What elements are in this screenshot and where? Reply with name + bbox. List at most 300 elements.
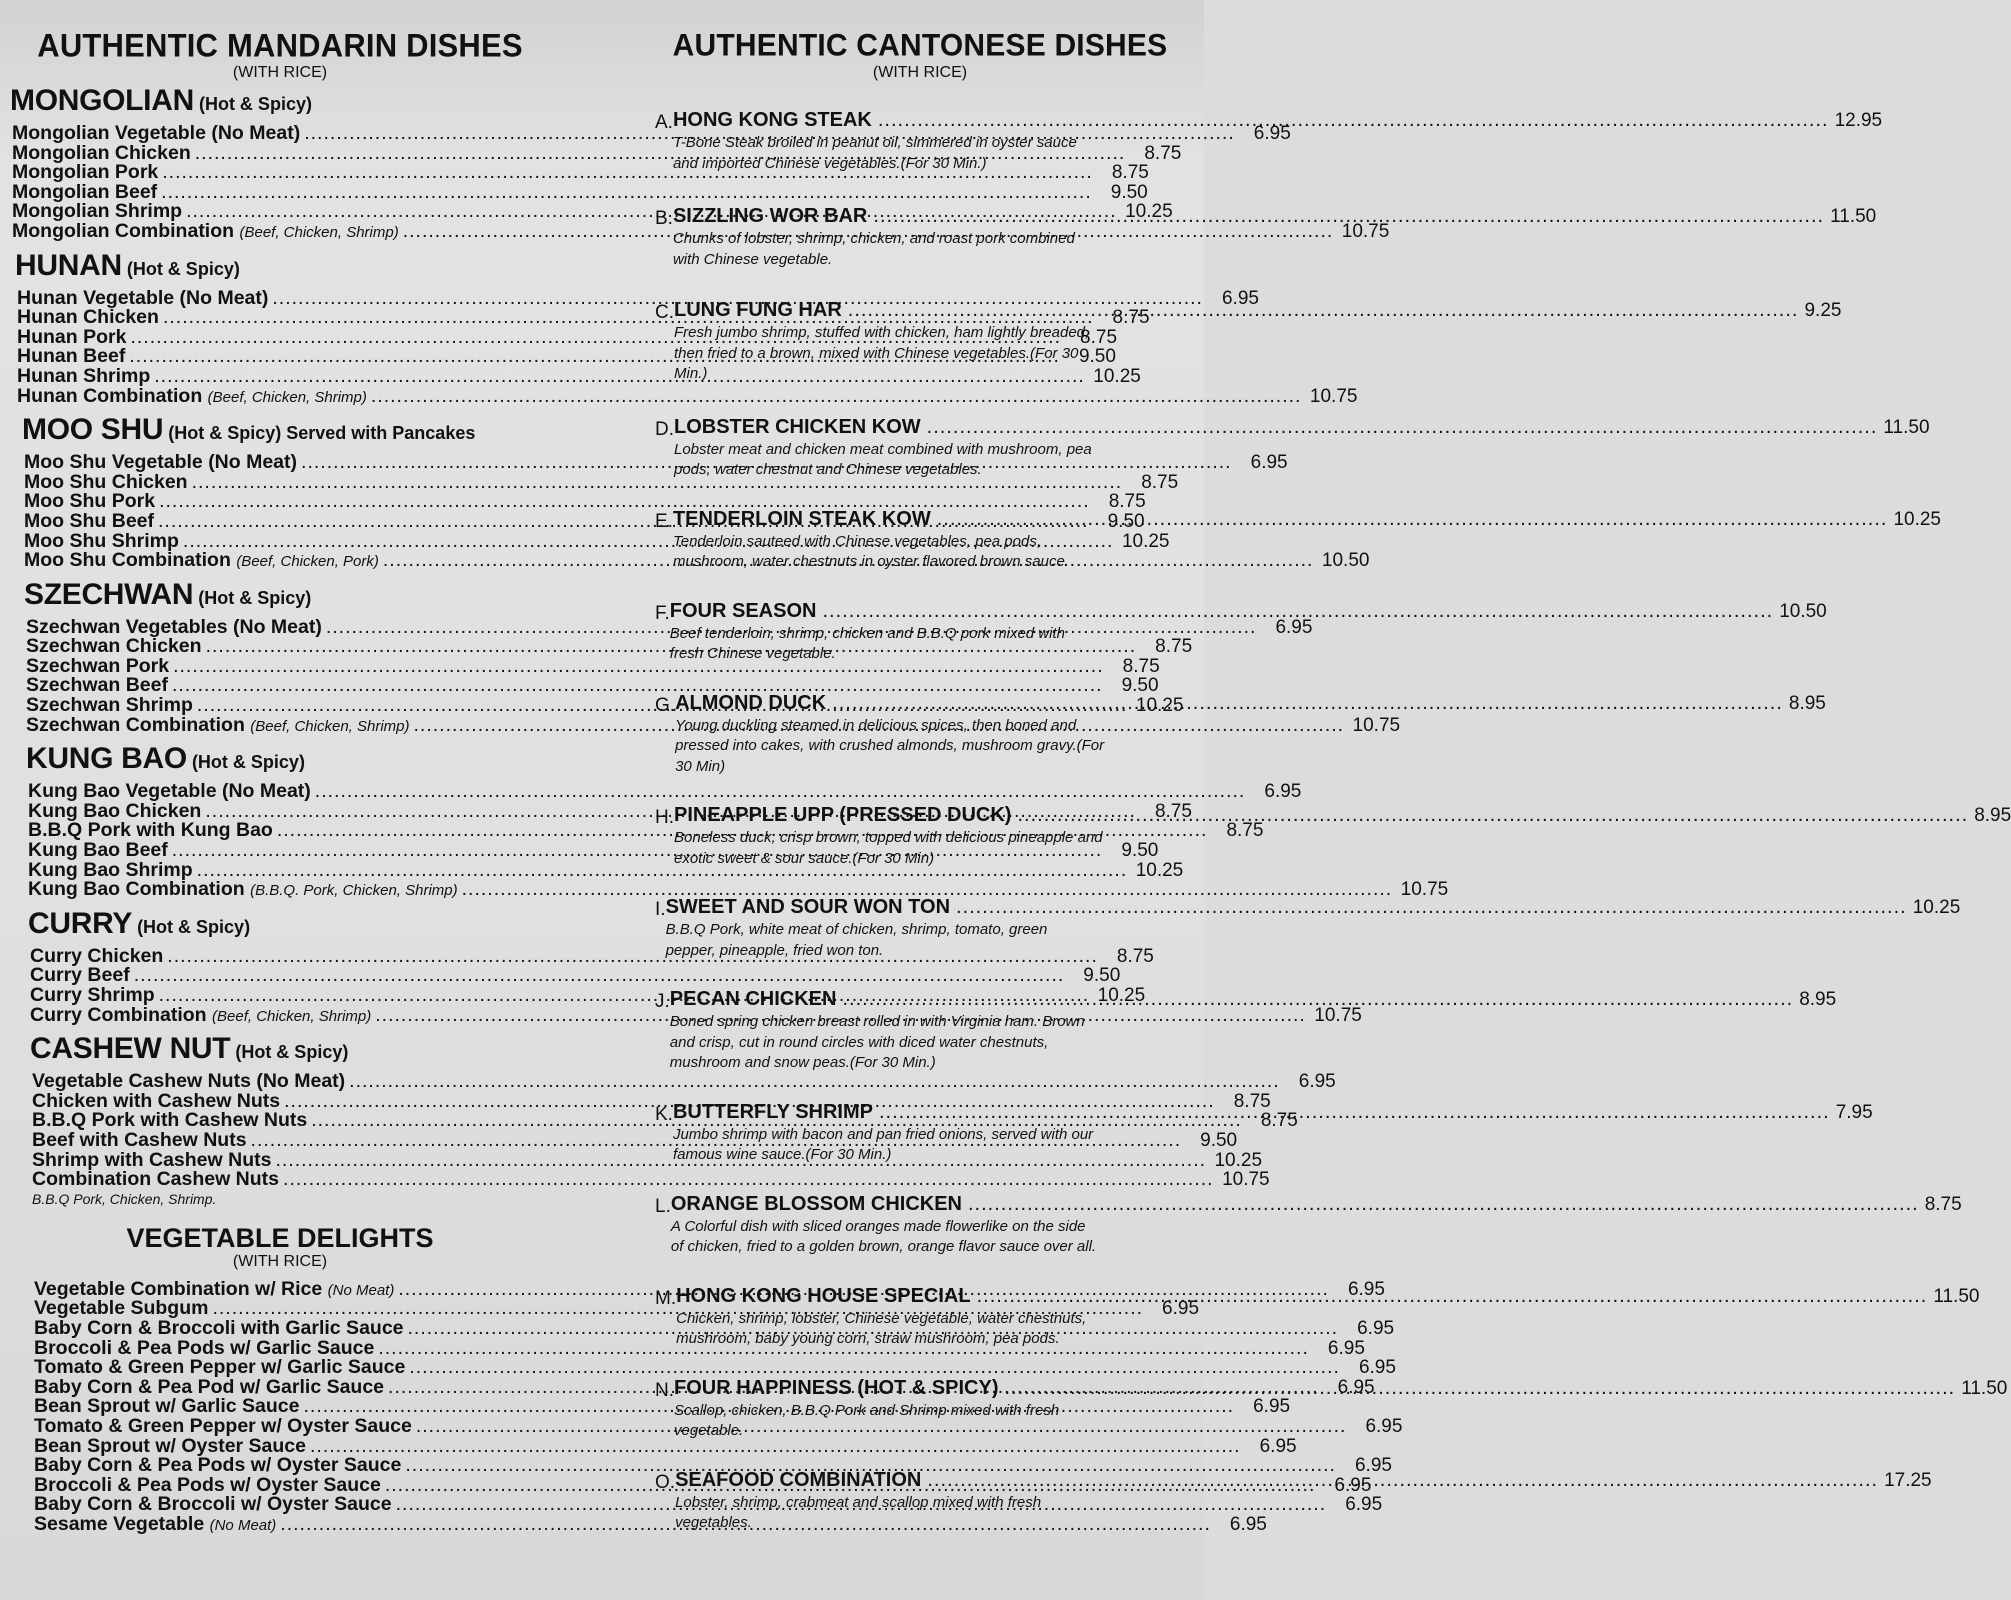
menu-item	[10, 219, 1390, 242]
item-name	[34, 1357, 405, 1377]
item-price: 8.75	[1108, 491, 1146, 513]
item-price: 6.95	[1298, 1071, 1336, 1093]
dish-letter: L.	[655, 1195, 671, 1217]
item-name-text: Shrimp with Cashew Nuts	[32, 1148, 272, 1171]
item-name	[26, 715, 410, 737]
item-price: 10.25	[1097, 985, 1146, 1006]
section-name: SZECHWAN	[24, 577, 194, 611]
item-price: 10.25	[1121, 530, 1170, 552]
menu-item	[15, 286, 1259, 309]
vegetable-title: VEGETABLE DELIGHTS	[126, 1222, 434, 1253]
dot-leader	[873, 201, 1824, 228]
item-price: 6.95	[1253, 123, 1291, 144]
dish-description: Chunks of lobster, shrimp, chicken, and roast pork combined with Chinese vegetable.	[672, 230, 1075, 268]
dish-description: Lobster, shrimp, crabmeat and scallop mixed with fresh vegetables.	[675, 1493, 1042, 1531]
item-price: 10.75	[1400, 879, 1449, 901]
item-price: 8.75	[1226, 820, 1264, 842]
item-price: 6.95	[1327, 1337, 1365, 1359]
item-name-text: Moo Shu Beef	[24, 509, 154, 532]
section-name: KUNG BAO	[26, 742, 187, 776]
section-header	[30, 1032, 550, 1071]
menu-item	[10, 161, 1149, 184]
menu-item	[24, 615, 1313, 638]
menu-item	[15, 364, 1141, 387]
item-name	[34, 1475, 381, 1495]
item-price: 10.75	[1341, 220, 1390, 242]
item-name-text: Vegetable Cashew Nuts (No Meat)	[32, 1070, 346, 1093]
item-price: 6.95	[1162, 1298, 1200, 1320]
section-header	[15, 249, 550, 288]
dot-leader	[977, 1284, 1928, 1308]
item-name	[26, 656, 169, 676]
item-price: 6.95	[1337, 1376, 1375, 1398]
menu-item	[30, 1168, 1270, 1191]
item-price: 6.95	[1347, 1278, 1385, 1300]
item-price: 6.95	[1250, 452, 1288, 474]
item-name-text: Hunan Chicken	[17, 306, 159, 329]
item-name	[24, 452, 297, 472]
item-name	[26, 636, 202, 656]
item-name	[24, 472, 188, 492]
cantonese-dish	[655, 895, 1961, 961]
item-name	[30, 1005, 371, 1027]
dot-leader	[927, 415, 1878, 439]
item-name-text: Kung Bao Beef	[28, 839, 168, 862]
item-name-text: Moo Shu Shrimp	[24, 529, 179, 552]
item-name-text: Beef with Cashew Nuts	[32, 1128, 247, 1151]
item-name-text: Mongolian Vegetable (No Meat)	[12, 122, 301, 144]
dish-price: 11.50	[1883, 416, 1930, 438]
menu-item	[24, 713, 1401, 736]
cantonese-with-rice: (WITH RICE)	[872, 64, 968, 81]
item-name-text: Baby Corn & Pea Pods w/ Oyster Sauce	[34, 1454, 402, 1477]
dish-description: Jumbo shrimp with bacon and pan fried onions, served with our famous wine sauce.(For 30 Min.)	[672, 1125, 1094, 1163]
dish-name: SEAFOOD COMBINATION	[675, 1468, 922, 1491]
item-name-text: Hunan Pork	[17, 325, 127, 348]
item-name-text: B.B.Q Pork with Kung Bao	[28, 819, 273, 842]
dish-price: 10.50	[1779, 600, 1827, 622]
item-detail: (Beef, Chicken, Shrimp)	[212, 1007, 372, 1025]
menu-item	[26, 780, 1302, 803]
dish-body	[674, 298, 1841, 385]
item-price: 10.75	[1309, 385, 1358, 407]
item-name	[26, 695, 193, 715]
dish-header	[674, 800, 2011, 828]
dot-leader	[1017, 800, 1968, 827]
item-name-text: Mongolian Beef	[12, 180, 158, 203]
dot-leader	[842, 987, 1793, 1011]
dish-header	[673, 1100, 1873, 1125]
item-name	[34, 1455, 401, 1475]
item-price: 6.95	[1264, 781, 1302, 803]
item-name	[32, 1150, 271, 1170]
dish-header	[675, 1468, 1932, 1493]
item-name-text: Hunan Vegetable (No Meat)	[17, 286, 269, 309]
dish-letter: N.	[655, 1379, 674, 1401]
dish-letter: B.	[655, 208, 673, 229]
dish-description: Boned spring chicken breast rolled in with Virginia ham. Brown and crisp, cut in round circles with diced water chestnuts, mushroom and snow peas.(For 30 Min.)	[669, 1013, 1085, 1071]
section-header	[24, 578, 550, 617]
item-detail: (Beef, Chicken, Shrimp)	[207, 388, 367, 406]
dish-name: HONG KONG STEAK	[672, 109, 872, 131]
item-price: 6.95	[1275, 616, 1313, 638]
vegetable-with-rice: (WITH RICE)	[232, 1252, 328, 1270]
item-price: 8.75	[1080, 326, 1118, 348]
section-header	[28, 907, 550, 946]
dish-header	[676, 1284, 1979, 1309]
item-detail: (Beef, Chicken, Pork)	[236, 553, 379, 571]
menu-item	[30, 1148, 1263, 1171]
item-name-text: Broccoli & Pea Pods w/ Oyster Sauce	[34, 1473, 381, 1496]
dish-price: 8.95	[1799, 989, 1837, 1010]
section-note: (Hot & Spicy)	[198, 94, 312, 114]
dish-letter: G.	[655, 694, 676, 716]
item-name-text: Hunan Beef	[17, 345, 126, 368]
dot-leader	[1004, 1376, 1955, 1400]
dish-letter: C.	[655, 302, 674, 323]
item-name	[12, 143, 191, 163]
item-price: 8.75	[1111, 162, 1149, 184]
dish-description: Young duckling steamed in delicious spices, then boned and pressed into cakes, with crushed almonds, mushroom gravy.(For 30 Min)	[675, 716, 1105, 775]
item-price: 6.95	[1253, 1396, 1291, 1418]
item-name-text: Vegetable Combination w/ Rice	[34, 1277, 323, 1300]
section-note: (Hot & Spicy)	[191, 752, 305, 773]
section-subnote: B.B.Q Pork, Chicken, Shrimp.	[32, 1190, 217, 1207]
item-name	[32, 1130, 247, 1150]
item-name	[30, 965, 130, 985]
item-price: 6.95	[1259, 1435, 1297, 1457]
dish-letter: A.	[655, 112, 673, 133]
item-price: 10.50	[1321, 550, 1370, 572]
section-note: (Hot & Spicy)	[126, 258, 240, 279]
dish-description: Tenderloin sauteed with Chinese vegetables, pea pods, mushroom, water chestnuts in oyster flavored brown sauce.	[672, 532, 1069, 570]
dish-letter: H.	[655, 807, 674, 828]
item-name	[12, 123, 300, 143]
dish-header	[672, 201, 1877, 229]
item-name	[24, 491, 155, 511]
dish-description: Fresh jumbo shrimp, stuffed with chicken, ham lightly breaded, then fried to a brown, mixed with Chinese vegetables.(For 30 Min.)	[674, 324, 1090, 382]
item-name	[17, 288, 268, 308]
menu-item	[34, 1336, 1365, 1359]
dot-leader	[968, 1192, 1919, 1216]
item-name-text: Baby Corn & Pea Pod w/ Garlic Sauce	[34, 1375, 385, 1398]
dish-header	[671, 1192, 1962, 1217]
item-name-text: Moo Shu Pork	[24, 490, 156, 513]
dish-price: 11.50	[1961, 1377, 2008, 1399]
dish-body	[674, 800, 2011, 869]
item-name-text: Moo Shu Combination	[24, 549, 231, 572]
item-name	[12, 201, 182, 221]
dot-leader	[878, 108, 1829, 132]
dish-body	[673, 507, 1941, 573]
item-name	[28, 879, 458, 901]
item-price: 9.50	[1110, 181, 1148, 203]
item-name-text: Kung Bao Chicken	[28, 799, 202, 822]
item-name	[30, 946, 163, 966]
dish-price: 9.25	[1804, 300, 1842, 321]
menu-item	[34, 1434, 1297, 1457]
item-name	[12, 182, 157, 202]
dish-name: PINEAPPLE UPP (PRESSED DUCK)	[674, 804, 1012, 826]
dish-body	[674, 1376, 2007, 1442]
dish-header	[674, 1376, 2007, 1401]
item-price: 9.50	[1200, 1129, 1238, 1151]
item-price: 10.25	[1135, 859, 1184, 881]
item-name	[32, 1169, 279, 1189]
dish-name: FOUR HAPPINESS (HOT & SPICY)	[674, 1376, 999, 1399]
menu-item	[26, 819, 1264, 842]
menu-item	[10, 180, 1148, 203]
menu-item	[28, 944, 1154, 967]
dish-header	[673, 507, 1941, 532]
dish-body	[666, 895, 1961, 961]
item-price: 8.75	[1141, 471, 1179, 493]
item-price: 6.95	[1354, 1455, 1392, 1477]
item-name	[34, 1494, 392, 1514]
dish-name: SWEET AND SOUR WON TON	[665, 896, 951, 918]
item-name-text: Bean Sprout w/ Oyster Sauce	[34, 1434, 307, 1457]
item-name	[30, 985, 155, 1005]
dish-body	[673, 1100, 1873, 1166]
dish-body	[675, 691, 1826, 778]
item-name-text: Szechwan Combination	[26, 713, 245, 736]
dish-header	[674, 415, 1930, 440]
dish-header	[670, 599, 1827, 624]
item-price: 9.50	[1083, 965, 1121, 987]
item-name	[34, 1298, 208, 1318]
dish-name: BUTTERFLY SHRIMP	[672, 1100, 873, 1123]
item-name-text: Mongolian Chicken	[12, 141, 191, 164]
item-name-text: Mongolian Combination	[12, 219, 235, 242]
dot-leader	[937, 507, 1888, 531]
menu-item	[24, 654, 1160, 677]
section-name: CASHEW NUT	[30, 1032, 231, 1066]
item-name	[17, 386, 367, 408]
dish-body	[674, 415, 1930, 481]
dish-name: SIZZLING WOR BAR	[672, 205, 868, 227]
item-name-text: Baby Corn & Broccoli w/ Oyster Sauce	[34, 1493, 392, 1516]
menu-item	[10, 122, 1291, 144]
item-name-text: Szechwan Vegetables (No Meat)	[26, 615, 322, 638]
menu-item	[24, 674, 1159, 697]
mandarin-title: AUTHENTIC MANDARIN DISHES	[37, 27, 523, 64]
item-price: 8.75	[1155, 636, 1193, 658]
item-name-text: Kung Bao Combination	[28, 878, 245, 901]
dish-body	[673, 108, 1882, 174]
section-note: (Hot & Spicy)	[137, 916, 251, 937]
item-name-text: Broccoli & Pea Pods w/ Garlic Sauce	[34, 1336, 375, 1359]
item-price: 8.75	[1233, 1090, 1271, 1112]
item-name-text: Tomato & Green Pepper w/ Oyster Sauce	[34, 1414, 412, 1437]
section-note: (Hot & Spicy) Served with Pancakes	[168, 423, 476, 444]
dish-header	[674, 298, 1841, 323]
item-name	[28, 820, 273, 840]
dish-description: Boneless duck, crisp brown, topped with delicious pineapple and exotic sweet & sour sauce.(For 30 Min)	[674, 829, 1103, 867]
dish-description: A Colorful dish with sliced oranges made flowerlike on the side of chicken, fried to a golden brown, orange flavor sauce over all.	[670, 1217, 1097, 1255]
item-name	[34, 1416, 412, 1436]
dish-price: 11.50	[1830, 206, 1877, 227]
dish-letter: M.	[655, 1287, 677, 1309]
item-price: 9.50	[1107, 510, 1145, 532]
item-price: 10.75	[1222, 1169, 1270, 1191]
dish-price: 8.95	[1788, 692, 1826, 714]
dish-letter: J.	[655, 991, 670, 1012]
item-name-text: Hunan Shrimp	[17, 364, 151, 387]
section-note: (Hot & Spicy)	[198, 587, 312, 608]
item-price: 8.75	[1144, 142, 1182, 164]
item-name-text: Szechwan Chicken	[26, 635, 202, 658]
item-name	[17, 346, 125, 366]
dish-header	[666, 895, 1961, 920]
dish-letter: O.	[655, 1471, 676, 1493]
dish-name: FOUR SEASON	[669, 599, 817, 622]
item-name-text: Szechwan Shrimp	[26, 694, 193, 717]
dish-body	[670, 599, 1827, 665]
item-price: 6.95	[1345, 1494, 1383, 1516]
section-note: (Hot & Spicy)	[235, 1042, 349, 1063]
dish-price: 7.95	[1835, 1101, 1873, 1123]
item-price: 10.25	[1214, 1149, 1263, 1171]
item-name-text: Mongolian Pork	[12, 161, 159, 184]
item-price: 9.50	[1078, 346, 1116, 368]
dish-body	[671, 1192, 1962, 1258]
dish-name: LOBSTER CHICKEN KOW	[674, 415, 921, 438]
menu-item	[15, 325, 1118, 348]
item-name-text: Curry Shrimp	[30, 984, 155, 1006]
dish-letter: E.	[655, 510, 673, 532]
section-header	[10, 84, 550, 123]
dish-description: B.B.Q Pork, white meat of chicken, shrimp, tomato, green pepper, pineapple, fried won ton.	[665, 921, 1048, 959]
item-price: 9.50	[1121, 675, 1159, 697]
item-detail: (No Meat)	[209, 1516, 277, 1534]
dish-description: Chicken, shrimp, lobster, Chinese vegetable, water chestnuts, mushroom, baby young corn, straw mushroom, pea pods.	[676, 1309, 1087, 1347]
item-name-text: Hunan Combination	[17, 384, 203, 407]
dot-leader	[956, 895, 1907, 919]
section-name: MONGOLIAN	[10, 84, 194, 117]
item-name	[28, 840, 168, 860]
item-name	[17, 366, 150, 386]
item-name-text: Tomato & Green Pepper w/ Garlic Sauce	[34, 1356, 406, 1379]
dish-description: Scallop, chicken, B.B.Q Pork and Shrimp mixed with fresh vegetable.	[674, 1401, 1060, 1439]
item-name	[28, 801, 201, 821]
dish-description: Beef tenderloin, shrimp, chicken and B.B.Q pork mixed with fresh Chinese vegetable.	[669, 624, 1065, 662]
item-price: 8.75	[1260, 1110, 1298, 1132]
item-price: 10.25	[1093, 365, 1141, 387]
menu-item	[28, 964, 1121, 987]
dish-body	[670, 987, 1836, 1074]
item-price: 10.25	[1135, 695, 1184, 717]
menu-item	[34, 1395, 1291, 1418]
section-header	[26, 742, 550, 781]
item-name-text: Bean Sprout w/ Garlic Sauce	[34, 1395, 300, 1418]
menu-item	[26, 878, 1449, 901]
item-name	[24, 550, 379, 572]
dot-leader	[832, 691, 1783, 715]
item-name-text: Curry Beef	[30, 964, 130, 987]
menu-item	[26, 858, 1184, 881]
item-price: 10.25	[1125, 201, 1173, 223]
item-name	[34, 1318, 404, 1338]
dish-header	[675, 691, 1826, 716]
dish-name: PECAN CHICKEN	[669, 988, 837, 1010]
dish-price: 11.50	[1933, 1285, 1980, 1307]
cantonese-title: AUTHENTIC CANTONESE DISHES	[672, 28, 1168, 63]
dish-body	[675, 1468, 1932, 1534]
dish-price: 10.25	[1893, 508, 1941, 530]
item-name	[32, 1091, 280, 1111]
item-price: 8.75	[1112, 307, 1150, 329]
section-name: CURRY	[28, 906, 133, 940]
item-name-text: Baby Corn & Broccoli with Garlic Sauce	[34, 1316, 404, 1339]
dish-body	[676, 1284, 1979, 1350]
item-name-text: Kung Bao Shrimp	[28, 858, 193, 881]
section-header	[22, 413, 550, 452]
dish-name: TENDERLOIN STEAK KOW	[672, 507, 931, 530]
dish-name: ORANGE BLOSSOM CHICKEN	[670, 1192, 962, 1215]
item-name-text: Szechwan Pork	[26, 654, 170, 677]
dish-body	[672, 201, 1877, 270]
item-name	[26, 617, 322, 637]
menu-item	[22, 490, 1146, 513]
item-detail: (Beef, Chicken, Shrimp)	[239, 223, 399, 241]
item-name	[12, 162, 158, 182]
item-price: 8.75	[1122, 655, 1160, 677]
cantonese-dish	[655, 1192, 1962, 1258]
dot-leader	[822, 599, 1773, 623]
section-name: HUNAN	[15, 248, 122, 282]
dish-price: 8.95	[1974, 805, 2011, 826]
item-price: 6.95	[1357, 1317, 1395, 1339]
item-price: 10.75	[1352, 714, 1401, 736]
item-name-text: Moo Shu Chicken	[24, 470, 188, 493]
item-price: 6.95	[1221, 287, 1259, 309]
item-price: 6.95	[1365, 1415, 1403, 1437]
item-name-text: Curry Chicken	[30, 944, 164, 967]
dish-letter: D.	[655, 418, 674, 440]
dish-price: 8.75	[1924, 1193, 1962, 1215]
item-name-text: Moo Shu Vegetable (No Meat)	[24, 451, 298, 474]
dish-price: 10.25	[1912, 897, 1961, 918]
item-name-text: Curry Combination	[30, 1003, 207, 1026]
menu-item	[30, 1070, 1336, 1093]
dot-leader	[848, 298, 1799, 322]
dot-leader	[927, 1468, 1878, 1492]
menu-item	[34, 1356, 1396, 1379]
item-name	[28, 781, 311, 801]
item-price: 6.95	[1358, 1357, 1396, 1379]
dish-letter: I.	[655, 899, 666, 920]
menu-item	[15, 384, 1358, 407]
dish-name: LUNG FUNG HAR	[674, 299, 842, 321]
item-name	[34, 1338, 374, 1358]
item-price: 6.95	[1229, 1513, 1267, 1535]
menu-item	[34, 1297, 1200, 1320]
dish-description: Lobster meat and chicken meat combined with mushroom, pea pods, water chestnut and Chinese vegetables.	[674, 440, 1092, 478]
dish-price: 17.25	[1884, 1469, 1932, 1491]
dish-header	[670, 987, 1836, 1012]
menu-item	[22, 470, 1179, 493]
item-name-text: Combination Cashew Nuts	[32, 1168, 280, 1191]
item-name-text: Szechwan Beef	[26, 674, 168, 697]
dot-leader	[879, 1100, 1830, 1124]
dish-letter: F.	[655, 602, 670, 624]
item-price: 9.50	[1121, 840, 1159, 862]
item-detail: (No Meat)	[327, 1281, 395, 1299]
item-name	[34, 1436, 306, 1456]
item-price: 10.75	[1314, 1004, 1362, 1026]
item-name-text: B.B.Q Pork with Cashew Nuts	[32, 1109, 308, 1132]
dish-name: HONG KONG HOUSE SPECIAL	[676, 1284, 971, 1307]
